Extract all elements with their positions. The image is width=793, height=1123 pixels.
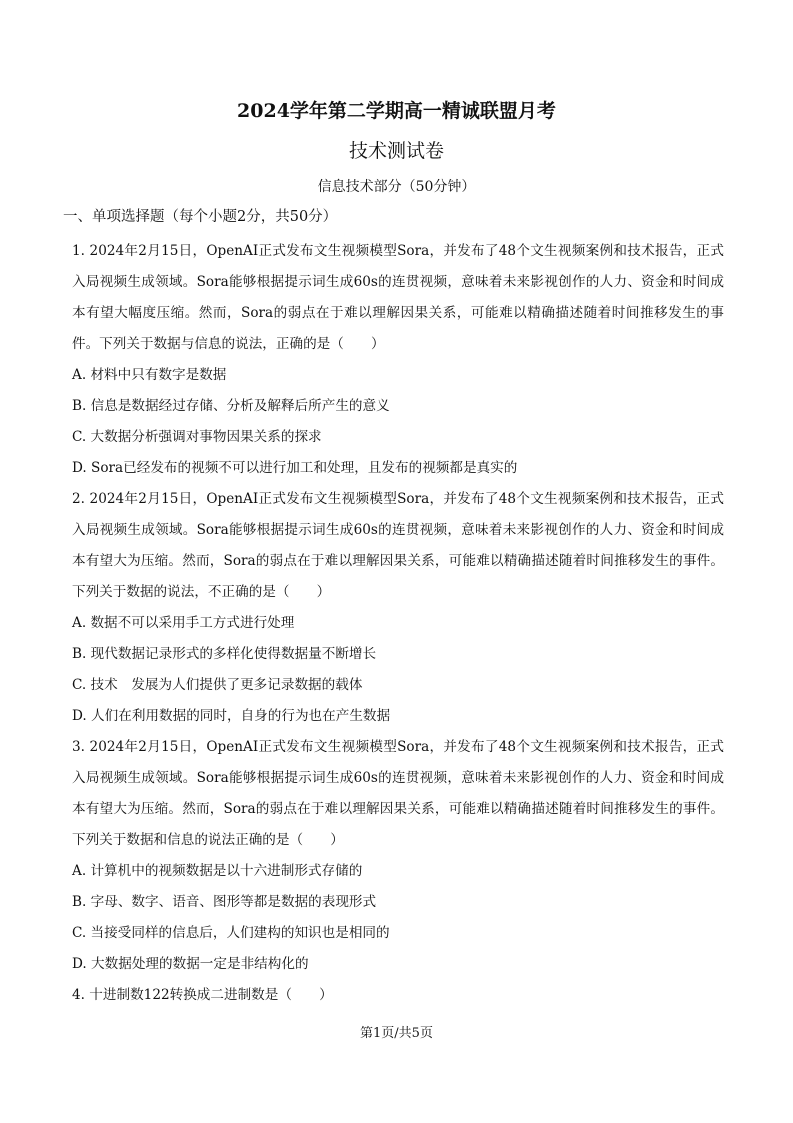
question-stem: 2. 2024年2月15日，OpenAI正式发布文生视频模型Sora，并发布了48个文生视频案例和技术报告，正式入局视频生成领域。Sora能够根据提示词生成60s的连贯视频，意味着未来影视创作的人力、资金和时间成本有望大为压缩。然而，Sora的弱点在于难以理解因果关系，可能难以精确描述随着时间推移发生的事件。下列关于数据的说法，不正确的是（ ） bbox=[72, 491, 724, 600]
option-b: B. 信息是数据经过存储、分析及解释后所产生的意义 bbox=[72, 398, 390, 414]
question-4 bbox=[72, 980, 724, 1011]
option-b: B. 现代数据记录形式的多样化使得数据量不断增长 bbox=[72, 646, 377, 662]
option-c: C. 当接受同样的信息后，人们建构的知识也是相同的 bbox=[72, 925, 390, 941]
question-1 bbox=[72, 236, 724, 484]
option-a: A. 计算机中的视频数据是以十六进制形式存储的 bbox=[72, 863, 363, 879]
question-2 bbox=[72, 484, 724, 732]
exam-part: 信息技术部分（50分钟） bbox=[317, 179, 476, 195]
question-3 bbox=[72, 732, 724, 980]
option-a: A. 数据不可以采用手工方式进行处理 bbox=[72, 615, 295, 631]
option-d: D. 人们在利用数据的同时，自身的行为也在产生数据 bbox=[72, 708, 391, 724]
option-d: D. Sora已经发布的视频不可以进行加工和处理，且发布的视频都是真实的 bbox=[72, 460, 518, 476]
option-c: C. 技术 发展为人们提供了更多记录数据的载体 bbox=[72, 677, 363, 693]
option-d: D. 大数据处理的数据一定是非结构化的 bbox=[72, 956, 309, 972]
page-footer: 第1页/共5页 bbox=[360, 1026, 433, 1041]
question-list bbox=[72, 236, 724, 1011]
option-a: A. 材料中只有数字是数据 bbox=[72, 367, 227, 383]
option-c: C. 大数据分析强调对事物因果关系的探求 bbox=[72, 429, 322, 445]
question-stem: 4. 十进制数122转换成二进制数是（ ） bbox=[72, 987, 333, 1003]
question-stem: 1. 2024年2月15日，OpenAI正式发布文生视频模型Sora，并发布了48个文生视频案例和技术报告，正式入局视频生成领域。Sora能够根据提示词生成60s的连贯视频，意味着未来影视创作的人力、资金和时间成本有望大幅度压缩。然而，Sora的弱点在于难以理解因果关系，可能难以精确描述随着时间推移发生的事件。下列关于数据与信息的说法，正确的是（ ） bbox=[72, 243, 724, 352]
exam-subtitle: 技术测试卷 bbox=[348, 140, 444, 162]
exam-title: 2024学年第二学期高一精诚联盟月考 bbox=[237, 100, 556, 122]
option-b: B. 字母、数字、语音、图形等都是数据的表现形式 bbox=[72, 894, 377, 910]
section-heading: 一、单项选择题（每个小题2分，共50分） bbox=[63, 209, 338, 225]
question-stem: 3. 2024年2月15日，OpenAI正式发布文生视频模型Sora，并发布了48个文生视频案例和技术报告，正式入局视频生成领域。Sora能够根据提示词生成60s的连贯视频，意味着未来影视创作的人力、资金和时间成本有望大为压缩。然而，Sora的弱点在于难以理解因果关系，可能难以精确描述随着时间推移发生的事件。下列关于数据和信息的说法正确的是（ ） bbox=[72, 739, 724, 848]
